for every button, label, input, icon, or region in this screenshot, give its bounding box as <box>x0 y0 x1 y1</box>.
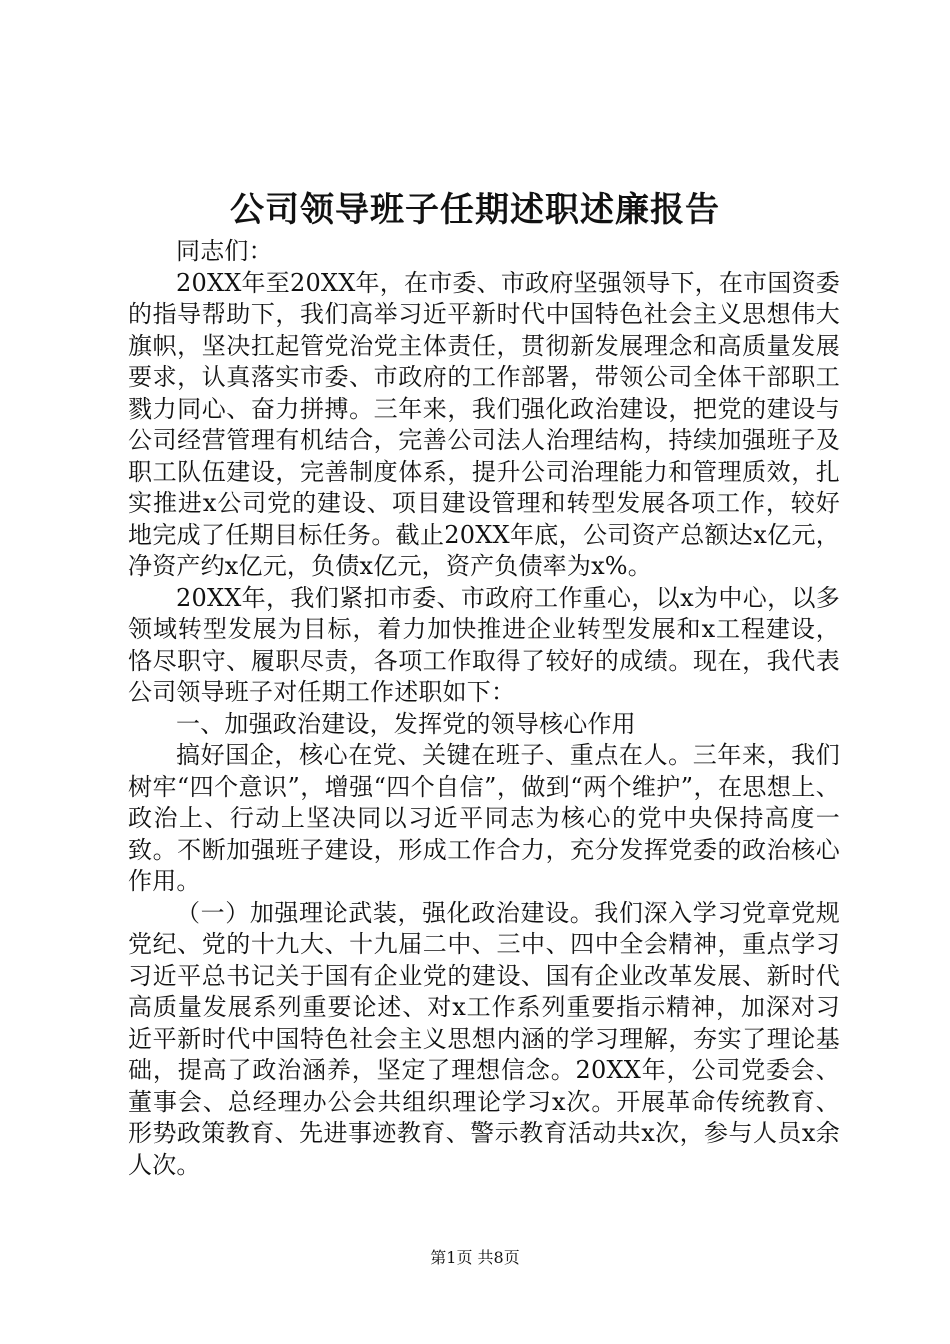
page-footer: 第1页 共8页 <box>430 1248 520 1267</box>
paragraph-summary: 20XX年，我们紧扣市委、市政府工作重心，以x为中心，以多领域转型发展为目标，着力加快推进企业转型发展和x工程建设，恪尽职守、履职尽责，各项工作取得了较好的成绩。现在，我代表公司领导班子对任期工作述职如下： <box>128 583 840 706</box>
paragraph-section-1: 搞好国企，核心在党、关键在班子、重点在人。三年来，我们树牢“四个意识”，增强“四个自信”，做到“两个维护”，在思想上、政治上、行动上坚决同以习近平同志为核心的党中央保持高度一致。不断加强班子建设，形成工作合力，充分发挥党委的政治核心作用。 <box>128 741 840 895</box>
paragraph-subsection-1: （一）加强理论武装，强化政治建设。我们深入学习党章党规党纪、党的十九大、十九届二中、三中、四中全会精神，重点学习习近平总书记关于国有企业党的建设、国有企业改革发展、新时代高质量发展系列重要论述、对x工作系列重要指示精神，加深对习近平新时代中国特色社会主义思想内涵的学习理解，夯实了理论基础，提高了政治涵养，坚定了理想信念。20XX年，公司党委会、董事会、总经理办公会共组织理论学习x次。开展革命传统教育、形势政策教育、先进事迹教育、警示教育活动共x次，参与人员x余人次。 <box>128 898 840 1179</box>
salutation: 同志们： <box>176 237 273 265</box>
paragraph-intro: 20XX年至20XX年，在市委、市政府坚强领导下，在市国资委的指导帮助下，我们高举习近平新时代中国特色社会主义思想伟大旗帜，坚决扛起管党治党主体责任，贯彻新发展理念和高质量发展要求，认真落实市委、市政府的工作部署，带领公司全体干部职工戮力同心、奋力拼搏。三年来，我们强化政治建设，把党的建设与公司经营管理有机结合，完善公司法人治理结构，持续加强班子及职工队伍建设，完善制度体系，提升公司治理能力和管理质效，扎实推进x公司党的建设、项目建设管理和转型发展各项工作，较好地完成了任期目标任务。截止20XX年底，公司资产总额达x亿元，净资产约x亿元，负债x亿元，资产负债率为x%。 <box>128 268 840 580</box>
document-body <box>128 236 840 1181</box>
document-title: 公司领导班子任期述职述廉报告 <box>230 190 720 230</box>
section-heading-1: 一、加强政治建设，发挥党的领导核心作用 <box>176 709 636 738</box>
